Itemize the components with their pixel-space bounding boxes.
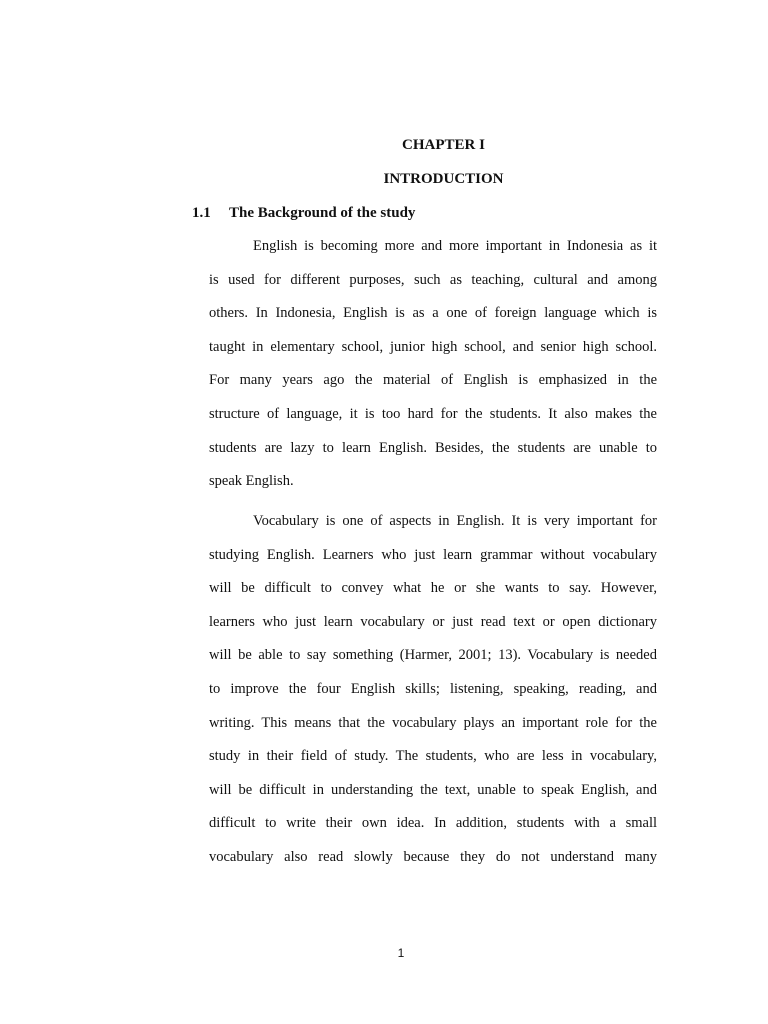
section-heading (192, 205, 415, 222)
paragraph-line: will be able to say something (Harmer, 2001; 13). Vocabulary is needed (209, 647, 657, 664)
paragraph-line: study in their field of study. The students, who are less in vocabulary, (209, 748, 657, 765)
chapter-title: INTRODUCTION (383, 171, 504, 187)
paragraph-line: will be difficult in understanding the text, unable to speak English, and (209, 781, 657, 798)
paragraph-line: will be difficult to convey what he or she wants to say. However, (209, 580, 657, 597)
section-number: 1.1 (192, 205, 211, 221)
page-number: 1 (397, 946, 405, 960)
paragraph-line: taught in elementary school, junior high school, and senior high school. (209, 338, 657, 355)
paragraph-line: speak English. (209, 473, 294, 490)
paragraph-line: Vocabulary is one of aspects in English. It is very important for (253, 513, 657, 529)
paragraph-line: others. In Indonesia, English is as a one of foreign language which is (209, 305, 657, 322)
paragraph-line: English is becoming more and more important in Indonesia as it (253, 238, 657, 254)
paragraph-line: writing. This means that the vocabulary plays an important role for the (209, 714, 657, 731)
paragraph-line: students are lazy to learn English. Besides, the students are unable to (209, 439, 657, 456)
paragraph-line: learners who just learn vocabulary or just read text or open dictionary (209, 613, 657, 630)
paragraph-line: to improve the four English skills; listening, speaking, reading, and (209, 680, 657, 697)
paragraph-line: structure of language, it is too hard for the students. It also makes the (209, 405, 657, 422)
paragraph-line: difficult to write their own idea. In addition, students with a small (209, 815, 657, 832)
paragraph-line: vocabulary also read slowly because they do not understand many (209, 848, 657, 865)
paragraph-vocabulary (209, 505, 657, 875)
chapter-label: CHAPTER I (402, 137, 485, 153)
paragraph-line: studying English. Learners who just learn grammar without vocabulary (209, 546, 657, 563)
paragraph-background (209, 230, 657, 499)
paragraph-line: is used for different purposes, such as teaching, cultural and among (209, 271, 657, 288)
paragraph-line: For many years ago the material of English is emphasized in the (209, 372, 657, 389)
section-title: The Background of the study (229, 205, 416, 221)
